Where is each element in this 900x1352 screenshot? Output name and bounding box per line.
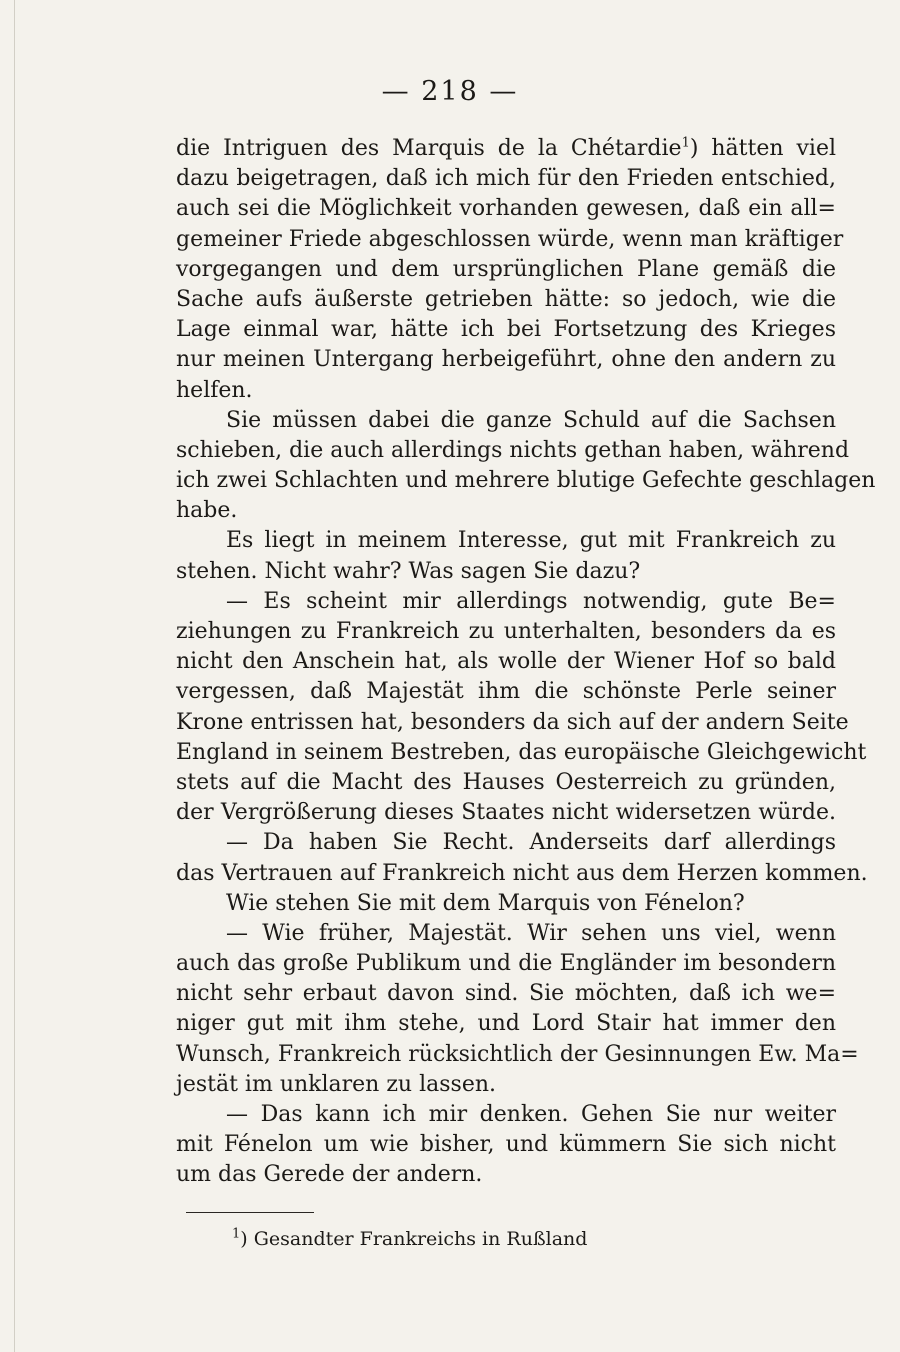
line-text: das Vertrauen auf Frankreich nicht aus dem Herzen kommen. — [176, 860, 868, 886]
line-text: nicht sehr erbaut davon sind. Sie möchten, daß ich we= — [176, 981, 836, 1007]
text-line — [176, 889, 836, 919]
line-text: Wunsch, Frankreich rücksichtlich der Gesinnungen Ew. Ma= — [176, 1041, 859, 1067]
text-line — [176, 1070, 836, 1100]
footnote-rule — [186, 1212, 314, 1213]
text-line — [176, 1040, 859, 1070]
text-line — [176, 376, 836, 406]
line-text-continued: ) hätten viel — [689, 136, 837, 161]
line-text: nicht den Anschein hat, als wolle der Wiener Hof so bald — [176, 649, 836, 675]
text-line — [176, 436, 850, 466]
footnote-marker: 1 — [232, 1226, 241, 1242]
line-text: der Vergrößerung dieses Staates nicht widersetzen würde. — [176, 800, 836, 826]
line-text: vergessen, daß Majestät ihm die schönste Perle seiner — [176, 679, 836, 705]
page-edge — [14, 0, 15, 1352]
text-line — [176, 557, 836, 587]
line-text: England in seinem Bestreben, das europäische Gleichgewicht — [176, 739, 867, 765]
text-line — [176, 315, 836, 345]
text-line — [176, 1130, 836, 1160]
text-line — [176, 194, 836, 224]
text-line — [176, 134, 836, 164]
footnote-reference: 1 — [681, 135, 690, 151]
text-line — [176, 708, 849, 738]
text-line — [176, 798, 836, 828]
line-text: — Da haben Sie Recht. Anderseits darf allerdings — [226, 830, 836, 856]
page-number: — 218 — — [381, 76, 519, 107]
text-line — [176, 738, 867, 768]
text-line — [176, 345, 836, 375]
text-line — [176, 1100, 836, 1130]
text-line — [176, 496, 836, 526]
text-line — [176, 647, 836, 677]
line-text: vorgegangen und dem ursprünglichen Plane gemäß die — [176, 256, 836, 282]
line-text: die Intriguen des Marquis de la Chétardie — [176, 136, 682, 161]
line-text: helfen. — [176, 377, 253, 403]
line-text: habe. — [176, 498, 238, 524]
line-text: um das Gerede der andern. — [176, 1162, 483, 1188]
line-text: Wie stehen Sie mit dem Marquis von Fénelon? — [226, 890, 745, 916]
text-line — [176, 1160, 836, 1190]
footnote-text: ) Gesandter Frankreichs in Rußland — [240, 1228, 588, 1250]
line-text: — Das kann ich mir denken. Gehen Sie nur weiter — [226, 1102, 836, 1127]
text-line — [176, 255, 836, 285]
line-text: stehen. Nicht wahr? Was sagen Sie dazu? — [176, 558, 641, 584]
text-line — [176, 979, 836, 1009]
line-text: Krone entrissen hat, besonders da sich auf der andern Seite — [176, 709, 849, 735]
line-text: auch sei die Möglichkeit vorhanden gewesen, daß ein all= — [176, 196, 836, 222]
text-line — [176, 919, 836, 949]
line-text: niger gut mit ihm stehe, und Lord Stair hat immer den — [176, 1011, 836, 1037]
line-text: nur meinen Untergang herbeigeführt, ohne den andern zu — [176, 347, 836, 373]
text-line — [176, 949, 836, 979]
footnote — [232, 1228, 587, 1250]
body-text — [176, 134, 876, 1191]
line-text: jestät im unklaren zu lassen. — [176, 1071, 496, 1097]
text-line — [176, 406, 836, 436]
text-line — [176, 587, 836, 617]
text-line — [176, 164, 836, 194]
text-line — [176, 1009, 836, 1039]
text-line — [176, 617, 836, 647]
line-text: stets auf die Macht des Hauses Oesterreich zu gründen, — [176, 769, 836, 795]
line-text: schieben, die auch allerdings nichts gethan haben, während — [176, 437, 850, 463]
text-line — [176, 859, 868, 889]
text-line — [176, 225, 844, 255]
text-line — [176, 768, 836, 798]
text-line — [176, 466, 876, 496]
line-text: Lage einmal war, hätte ich bei Fortsetzung des Krieges — [176, 317, 836, 343]
line-text: gemeiner Friede abgeschlossen würde, wenn man kräftiger — [176, 226, 844, 252]
line-text: mit Fénelon um wie bisher, und kümmern Sie sich nicht — [176, 1132, 836, 1158]
line-text: dazu beigetragen, daß ich mich für den Frieden entschied, — [176, 166, 836, 192]
text-line — [176, 828, 836, 858]
line-text: — Wie früher, Majestät. Wir sehen uns viel, wenn — [226, 920, 836, 946]
line-text: — Es scheint mir allerdings notwendig, gute Be= — [226, 588, 836, 614]
line-text: auch das große Publikum und die Engländer im besondern — [176, 951, 836, 977]
line-text: Sie müssen dabei die ganze Schuld auf die Sachsen — [226, 407, 836, 433]
line-text: ich zwei Schlachten und mehrere blutige Gefechte geschlagen — [176, 468, 876, 494]
text-line — [176, 526, 836, 556]
text-line — [176, 677, 836, 707]
line-text: ziehungen zu Frankreich zu unterhalten, besonders da es — [176, 619, 836, 644]
text-line — [176, 285, 836, 315]
line-text: Sache aufs äußerste getrieben hätte: so jedoch, wie die — [176, 286, 836, 312]
line-text: Es liegt in meinem Interesse, gut mit Frankreich zu — [226, 528, 836, 554]
